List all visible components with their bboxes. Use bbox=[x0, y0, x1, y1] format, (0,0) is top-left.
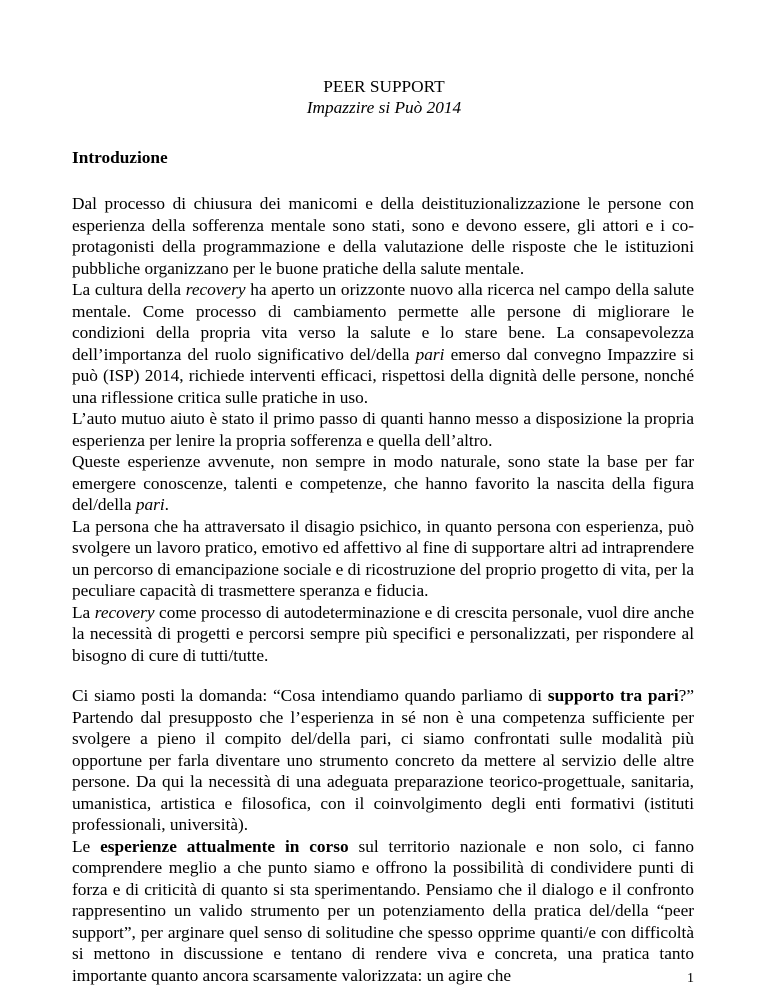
paragraph-4: Queste esperienze avvenute, non sempre in modo naturale, sono state la base per far emergere conoscenze, talenti e competenze, che hanno favorito la nascita della figura del/della pari. bbox=[72, 452, 694, 514]
paragraph-3: L’auto mutuo aiuto è stato il primo passo di quanti hanno messo a disposizione la propria esperienza per lenire la propria sofferenza e quella dell’altro. bbox=[72, 409, 694, 450]
section-heading: Introduzione bbox=[72, 148, 168, 167]
term-recovery: recovery bbox=[94, 602, 155, 622]
title-block bbox=[0, 76, 768, 118]
document-title: PEER SUPPORT bbox=[323, 77, 445, 96]
paragraph-5: La persona che ha attraversato il disagio psichico, in quanto persona con esperienza, può svolgere un lavoro pratico, emotivo ed affettivo al fine di supportare altri ad intraprendere un percorso di emancipazione sociale e di ricostruzione del proprio progetto di vita, per la peculiare capacità di trasmettere speranza e fiducia. bbox=[72, 516, 694, 600]
body-text bbox=[72, 193, 694, 986]
term-recovery: recovery bbox=[185, 280, 246, 299]
paragraph-6: La recovery come processo di autodeterminazione e di crescita personale, vuol dire anche la necessità di progetti e percorsi sempre più specifici e personalizzati, per rispondere al bisogno di cure di tutti/tutte. bbox=[72, 602, 694, 665]
paragraph-7: Ci siamo posti la domanda: “Cosa intendiamo quando parliamo di supporto tra pari?” Partendo dal presupposto che l’esperienza in sé non è una competenza sufficiente per svolgere a pieno il compito del/della pari, ci siamo confrontati sulle modalità più opportune per farla diventare uno strumento concreto da mettere al servizio delle altre persone. Da qui la necessità di una adeguata preparazione teorico-progettuale, sanitaria, umanistica, artistica e filosofica, con il coinvolgimento degli enti formativi (istituti professionali, università). bbox=[72, 686, 694, 834]
term-pari: pari bbox=[415, 344, 445, 364]
term-pari: pari bbox=[135, 495, 165, 514]
document-subtitle: Impazzire si Può 2014 bbox=[306, 98, 462, 117]
paragraph-1: Dal processo di chiusura dei manicomi e della deistituzionalizzazione le persone con esperienza della sofferenza mentale sono stati, sono e devono essere, gli attori e i co-protagonisti della programmazione e della valutazione delle risposte che le istituzioni pubbliche organizzano per le buone pratiche della salute mentale. bbox=[72, 194, 694, 278]
page-number: 1 bbox=[687, 971, 694, 986]
bold-phrase: esperienze attualmente in corso bbox=[100, 836, 349, 856]
bold-phrase: supporto tra pari bbox=[547, 686, 679, 705]
paragraph-2: La cultura della recovery ha aperto un orizzonte nuovo alla ricerca nel campo della salute mentale. Come processo di cambiamento permette alle persone di migliorare le condizioni della propria vita verso la salute e lo stare bene. La consapevolezza dell’importanza del ruolo significativo del/della pari emerso dal convegno Impazzire si può (ISP) 2014, richiede interventi efficaci, rispettosi della dignità delle persone, nonché una riflessione critica sulle pratiche in uso. bbox=[72, 280, 695, 407]
paragraph-8: Le esperienze attualmente in corso sul territorio nazionale e non solo, ci fanno comprendere meglio a che punto siamo e offrono la possibilità di condividere punti di forza e di criticità di quanto si sta sperimentando. Pensiamo che il dialogo e il confronto rappresentino un valido strumento per un potenziamento della pratica del/della “peer support”, per arginare quel senso di solitudine che spesso opprime quanti/e con difficoltà si mettono in discussione e tentano di rendere viva e concreta, una pratica tanto importante quanto ancora scarsamente valorizzata: un agire che bbox=[72, 836, 694, 985]
